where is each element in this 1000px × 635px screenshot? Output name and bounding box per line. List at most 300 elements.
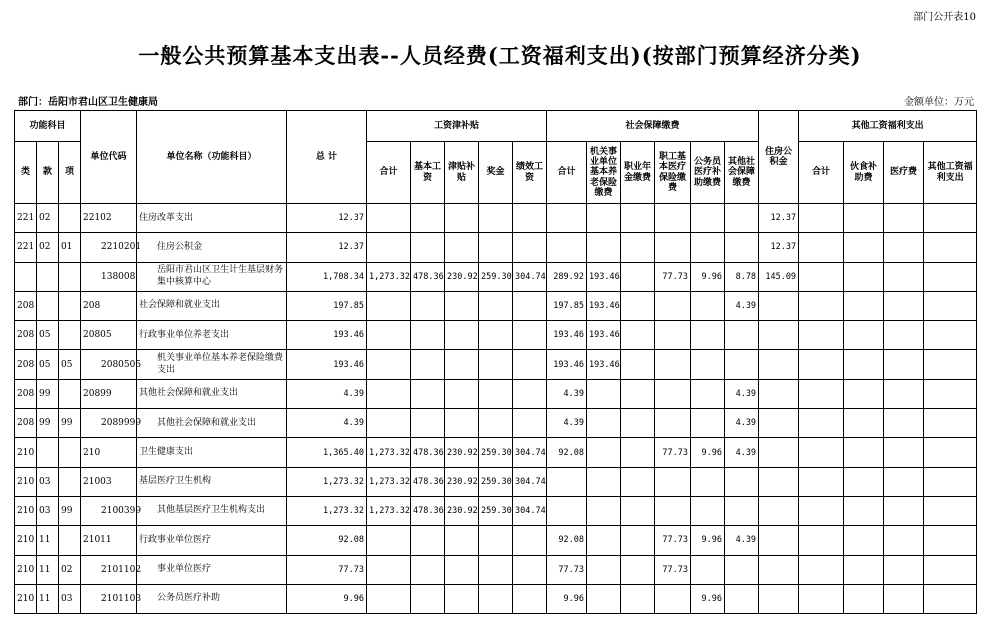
cell-housing-fund: 12.37: [759, 204, 799, 233]
cell-other-welfare: [924, 262, 977, 291]
cell-other-welfare: [924, 555, 977, 584]
cell-social-civil-medical: 9.96: [691, 584, 725, 613]
cell-social-sum: [547, 204, 587, 233]
cell-other-meal: [844, 379, 884, 408]
cell-social-other: 8.78: [725, 262, 759, 291]
header-unit-code: 单位代码: [81, 111, 137, 204]
cell-other-sum: [799, 467, 844, 496]
cell-other-sum: [799, 409, 844, 438]
cell-wage-sum: 1,273.32: [367, 438, 411, 467]
cell-social-sum: 289.92: [547, 262, 587, 291]
cell-wage-sum: 1,273.32: [367, 467, 411, 496]
cell-total: 77.73: [287, 555, 367, 584]
cell-total: 193.46: [287, 350, 367, 379]
cell-unit-name: 其他社会保障和就业支出: [137, 409, 287, 438]
cell-unit-code: 2100399: [81, 496, 137, 525]
cell-social-medical: [655, 467, 691, 496]
cell-lei: 208: [15, 409, 37, 438]
cell-wage-bonus: [479, 204, 513, 233]
cell-wage-bonus: [479, 350, 513, 379]
cell-social-other: 4.39: [725, 438, 759, 467]
cell-wage-basic: 478.36: [411, 496, 445, 525]
cell-other-welfare: [924, 438, 977, 467]
cell-wage-allowance: 230.92: [445, 467, 479, 496]
cell-wage-allowance: [445, 409, 479, 438]
cell-wage-basic: 478.36: [411, 438, 445, 467]
cell-social-sum: 92.08: [547, 526, 587, 555]
cell-total: 1,273.32: [287, 496, 367, 525]
cell-social-annuity: [621, 291, 655, 320]
header-wage-basic: 基本工资: [411, 142, 445, 204]
cell-wage-sum: [367, 291, 411, 320]
cell-wage-allowance: [445, 379, 479, 408]
cell-social-civil-medical: 9.96: [691, 438, 725, 467]
header-other-medical: 医疗费: [884, 142, 924, 204]
cell-social-annuity: [621, 233, 655, 262]
cell-wage-allowance: 230.92: [445, 438, 479, 467]
header-lei: 类: [15, 142, 37, 204]
cell-wage-sum: [367, 321, 411, 350]
cell-wage-basic: [411, 321, 445, 350]
cell-social-sum: 193.46: [547, 321, 587, 350]
cell-wage-sum: [367, 204, 411, 233]
table-row: [15, 555, 977, 584]
cell-wage-sum: [367, 350, 411, 379]
cell-wage-allowance: [445, 233, 479, 262]
cell-social-pension: [587, 438, 621, 467]
cell-social-medical: [655, 321, 691, 350]
header-social-civil-medical: 公务员医疗补助缴费: [691, 142, 725, 204]
cell-wage-allowance: [445, 584, 479, 613]
header-social-medical: 职工基本医疗保险缴费: [655, 142, 691, 204]
header-social-sum: 合计: [547, 142, 587, 204]
cell-other-meal: [844, 409, 884, 438]
cell-kuan: 99: [37, 379, 59, 408]
cell-wage-performance: [513, 526, 547, 555]
cell-wage-bonus: [479, 584, 513, 613]
cell-xiang: [59, 291, 81, 320]
cell-social-medical: [655, 496, 691, 525]
cell-other-medical: [884, 350, 924, 379]
cell-unit-code: 22102: [81, 204, 137, 233]
cell-other-welfare: [924, 291, 977, 320]
header-housing-fund: 住房公积金: [759, 111, 799, 204]
cell-other-meal: [844, 467, 884, 496]
cell-social-pension: 193.46: [587, 262, 621, 291]
cell-wage-sum: [367, 555, 411, 584]
cell-other-meal: [844, 321, 884, 350]
cell-social-civil-medical: 9.96: [691, 262, 725, 291]
cell-social-other: [725, 584, 759, 613]
cell-wage-basic: [411, 204, 445, 233]
header-other-sum: 合计: [799, 142, 844, 204]
cell-social-civil-medical: [691, 233, 725, 262]
cell-other-meal: [844, 204, 884, 233]
header-total: 总 计: [287, 111, 367, 204]
cell-wage-basic: [411, 291, 445, 320]
cell-social-other: 4.39: [725, 379, 759, 408]
cell-social-annuity: [621, 204, 655, 233]
cell-social-other: [725, 321, 759, 350]
cell-total: 12.37: [287, 233, 367, 262]
cell-wage-bonus: [479, 409, 513, 438]
cell-housing-fund: [759, 409, 799, 438]
cell-xiang: [59, 321, 81, 350]
header-wage-performance: 绩效工资: [513, 142, 547, 204]
cell-social-medical: 77.73: [655, 262, 691, 291]
cell-wage-allowance: [445, 321, 479, 350]
cell-other-welfare: [924, 409, 977, 438]
cell-kuan: 02: [37, 233, 59, 262]
cell-social-other: [725, 496, 759, 525]
cell-other-sum: [799, 233, 844, 262]
cell-lei: 208: [15, 321, 37, 350]
cell-wage-allowance: [445, 350, 479, 379]
header-kuan: 款: [37, 142, 59, 204]
cell-total: 1,273.32: [287, 467, 367, 496]
cell-wage-bonus: [479, 379, 513, 408]
cell-housing-fund: [759, 526, 799, 555]
cell-housing-fund: [759, 291, 799, 320]
cell-housing-fund: [759, 438, 799, 467]
cell-other-medical: [884, 262, 924, 291]
cell-housing-fund: [759, 350, 799, 379]
cell-wage-performance: [513, 350, 547, 379]
cell-other-welfare: [924, 350, 977, 379]
cell-social-pension: [587, 467, 621, 496]
cell-wage-bonus: [479, 233, 513, 262]
cell-social-sum: 4.39: [547, 379, 587, 408]
department-label: 部门：岳阳市君山区卫生健康局: [18, 97, 158, 108]
cell-xiang: 05: [59, 350, 81, 379]
cell-lei: 210: [15, 496, 37, 525]
table-row: [15, 262, 977, 291]
cell-wage-performance: 304.74: [513, 496, 547, 525]
header-wage-allowance: 津贴补贴: [445, 142, 479, 204]
cell-other-sum: [799, 204, 844, 233]
cell-lei: [15, 262, 37, 291]
cell-other-meal: [844, 555, 884, 584]
cell-other-sum: [799, 555, 844, 584]
cell-lei: 210: [15, 438, 37, 467]
cell-total: 92.08: [287, 526, 367, 555]
cell-total: 193.46: [287, 321, 367, 350]
cell-wage-bonus: 259.30: [479, 496, 513, 525]
cell-social-annuity: [621, 438, 655, 467]
cell-wage-performance: [513, 555, 547, 584]
cell-wage-basic: [411, 409, 445, 438]
table-row: [15, 204, 977, 233]
table-body: [15, 204, 977, 614]
cell-kuan: 03: [37, 496, 59, 525]
cell-xiang: [59, 438, 81, 467]
table-row: [15, 379, 977, 408]
cell-social-other: [725, 204, 759, 233]
cell-wage-bonus: 259.30: [479, 467, 513, 496]
cell-lei: 208: [15, 379, 37, 408]
cell-other-medical: [884, 438, 924, 467]
cell-housing-fund: [759, 584, 799, 613]
header-other-group: 其他工资福利支出: [799, 111, 977, 142]
table-row: [15, 467, 977, 496]
cell-housing-fund: [759, 496, 799, 525]
cell-kuan: [37, 438, 59, 467]
cell-wage-performance: [513, 584, 547, 613]
cell-housing-fund: [759, 467, 799, 496]
cell-other-medical: [884, 233, 924, 262]
cell-social-other: [725, 555, 759, 584]
cell-unit-name: 机关事业单位基本养老保险缴费支出: [137, 350, 287, 379]
cell-lei: 208: [15, 350, 37, 379]
cell-other-sum: [799, 379, 844, 408]
cell-unit-code: 2089999: [81, 409, 137, 438]
cell-wage-sum: [367, 584, 411, 613]
cell-wage-bonus: [479, 321, 513, 350]
cell-other-meal: [844, 262, 884, 291]
table-row: [15, 584, 977, 613]
header-wage-sum: 合计: [367, 142, 411, 204]
cell-lei: 208: [15, 291, 37, 320]
cell-social-sum: [547, 496, 587, 525]
cell-kuan: 05: [37, 321, 59, 350]
cell-unit-code: 138008: [81, 262, 137, 291]
cell-wage-allowance: [445, 204, 479, 233]
cell-kuan: 02: [37, 204, 59, 233]
cell-other-welfare: [924, 233, 977, 262]
cell-housing-fund: 12.37: [759, 233, 799, 262]
cell-wage-basic: [411, 584, 445, 613]
cell-unit-name: 基层医疗卫生机构: [137, 467, 287, 496]
cell-social-sum: 193.46: [547, 350, 587, 379]
cell-lei: 210: [15, 584, 37, 613]
cell-social-sum: 4.39: [547, 409, 587, 438]
cell-social-civil-medical: [691, 555, 725, 584]
cell-social-sum: 197.85: [547, 291, 587, 320]
cell-social-medical: [655, 584, 691, 613]
table-row: [15, 496, 977, 525]
cell-social-pension: 193.46: [587, 291, 621, 320]
cell-unit-code: 21011: [81, 526, 137, 555]
cell-unit-code: 210: [81, 438, 137, 467]
cell-social-annuity: [621, 262, 655, 291]
cell-social-sum: [547, 467, 587, 496]
cell-wage-basic: [411, 526, 445, 555]
cell-other-medical: [884, 291, 924, 320]
cell-other-meal: [844, 438, 884, 467]
cell-wage-basic: [411, 350, 445, 379]
cell-social-annuity: [621, 555, 655, 584]
cell-xiang: [59, 379, 81, 408]
cell-other-sum: [799, 350, 844, 379]
cell-wage-bonus: [479, 526, 513, 555]
cell-other-meal: [844, 350, 884, 379]
cell-wage-allowance: 230.92: [445, 262, 479, 291]
cell-other-welfare: [924, 467, 977, 496]
page-title: 一般公共预算基本支出表--人员经费(工资福利支出)(按部门预算经济分类): [138, 43, 862, 68]
cell-xiang: [59, 467, 81, 496]
cell-social-pension: [587, 204, 621, 233]
cell-unit-code: 20805: [81, 321, 137, 350]
cell-housing-fund: 145.09: [759, 262, 799, 291]
cell-wage-performance: 304.74: [513, 262, 547, 291]
cell-lei: 221: [15, 233, 37, 262]
cell-other-sum: [799, 291, 844, 320]
cell-kuan: 03: [37, 467, 59, 496]
cell-kuan: 11: [37, 555, 59, 584]
table-row: [15, 321, 977, 350]
cell-kuan: [37, 291, 59, 320]
cell-unit-code: 2210201: [81, 233, 137, 262]
cell-social-civil-medical: [691, 291, 725, 320]
cell-social-civil-medical: [691, 409, 725, 438]
cell-other-welfare: [924, 526, 977, 555]
cell-social-annuity: [621, 409, 655, 438]
cell-social-sum: 77.73: [547, 555, 587, 584]
cell-other-medical: [884, 526, 924, 555]
cell-unit-code: 2080505: [81, 350, 137, 379]
header-wage-bonus: 奖金: [479, 142, 513, 204]
cell-social-other: [725, 350, 759, 379]
cell-total: 1,708.34: [287, 262, 367, 291]
amount-unit-label: 金额单位：万元: [904, 97, 974, 108]
cell-xiang: [59, 262, 81, 291]
cell-other-welfare: [924, 204, 977, 233]
cell-social-pension: [587, 555, 621, 584]
cell-xiang: [59, 526, 81, 555]
cell-social-medical: [655, 291, 691, 320]
header-social-other: 其他社会保障缴费: [725, 142, 759, 204]
cell-total: 12.37: [287, 204, 367, 233]
cell-unit-name: 行政事业单位医疗: [137, 526, 287, 555]
cell-social-pension: [587, 584, 621, 613]
cell-other-welfare: [924, 321, 977, 350]
cell-social-civil-medical: 9.96: [691, 526, 725, 555]
table-number: 部门公开表10: [913, 12, 976, 23]
cell-social-other: 4.39: [725, 409, 759, 438]
cell-unit-code: 2101102: [81, 555, 137, 584]
cell-housing-fund: [759, 321, 799, 350]
cell-social-pension: 193.46: [587, 350, 621, 379]
cell-other-sum: [799, 526, 844, 555]
header-social-pension: 机关事业单位基本养老保险缴费: [587, 142, 621, 204]
cell-social-annuity: [621, 321, 655, 350]
cell-social-pension: 193.46: [587, 321, 621, 350]
table-row: [15, 350, 977, 379]
cell-xiang: 99: [59, 496, 81, 525]
cell-wage-performance: 304.74: [513, 438, 547, 467]
cell-wage-bonus: [479, 555, 513, 584]
cell-wage-basic: 478.36: [411, 467, 445, 496]
header-social-annuity: 职业年金缴费: [621, 142, 655, 204]
cell-social-sum: 9.96: [547, 584, 587, 613]
cell-lei: 210: [15, 526, 37, 555]
cell-wage-sum: 1,273.32: [367, 262, 411, 291]
cell-total: 4.39: [287, 379, 367, 408]
cell-social-pension: [587, 526, 621, 555]
cell-wage-performance: [513, 291, 547, 320]
budget-table: [14, 110, 977, 614]
cell-wage-sum: [367, 379, 411, 408]
cell-other-sum: [799, 321, 844, 350]
cell-other-medical: [884, 379, 924, 408]
cell-other-meal: [844, 584, 884, 613]
cell-other-meal: [844, 233, 884, 262]
cell-social-annuity: [621, 467, 655, 496]
header-social-group: 社会保障缴费: [547, 111, 759, 142]
cell-other-welfare: [924, 379, 977, 408]
table-row: [15, 233, 977, 262]
cell-social-medical: [655, 350, 691, 379]
cell-other-medical: [884, 584, 924, 613]
cell-social-annuity: [621, 350, 655, 379]
cell-other-sum: [799, 438, 844, 467]
cell-other-medical: [884, 467, 924, 496]
cell-xiang: [59, 204, 81, 233]
cell-social-pension: [587, 379, 621, 408]
cell-wage-allowance: [445, 291, 479, 320]
header-unit-name: 单位名称（功能科目）: [137, 111, 287, 204]
cell-wage-sum: [367, 526, 411, 555]
cell-wage-basic: [411, 555, 445, 584]
cell-social-other: [725, 467, 759, 496]
cell-kuan: [37, 262, 59, 291]
cell-social-medical: [655, 233, 691, 262]
cell-other-welfare: [924, 584, 977, 613]
cell-social-other: 4.39: [725, 291, 759, 320]
cell-social-sum: 92.08: [547, 438, 587, 467]
cell-social-medical: [655, 204, 691, 233]
cell-wage-sum: [367, 233, 411, 262]
cell-kuan: 11: [37, 526, 59, 555]
cell-social-medical: 77.73: [655, 555, 691, 584]
cell-social-annuity: [621, 526, 655, 555]
cell-unit-name: 卫生健康支出: [137, 438, 287, 467]
cell-social-medical: [655, 379, 691, 408]
cell-social-other: [725, 233, 759, 262]
cell-xiang: 01: [59, 233, 81, 262]
cell-wage-sum: 1,273.32: [367, 496, 411, 525]
cell-housing-fund: [759, 555, 799, 584]
cell-social-medical: [655, 409, 691, 438]
cell-housing-fund: [759, 379, 799, 408]
cell-lei: 221: [15, 204, 37, 233]
cell-unit-name: 住房改革支出: [137, 204, 287, 233]
cell-other-sum: [799, 496, 844, 525]
cell-social-civil-medical: [691, 467, 725, 496]
cell-other-sum: [799, 262, 844, 291]
cell-lei: 210: [15, 555, 37, 584]
cell-unit-code: 2101103: [81, 584, 137, 613]
cell-unit-code: 21003: [81, 467, 137, 496]
cell-xiang: 02: [59, 555, 81, 584]
cell-wage-basic: [411, 233, 445, 262]
cell-xiang: 99: [59, 409, 81, 438]
cell-xiang: 03: [59, 584, 81, 613]
cell-wage-basic: [411, 379, 445, 408]
cell-wage-performance: [513, 233, 547, 262]
cell-social-pension: [587, 496, 621, 525]
cell-social-annuity: [621, 496, 655, 525]
cell-unit-name: 行政事业单位养老支出: [137, 321, 287, 350]
cell-other-medical: [884, 496, 924, 525]
header-wage-group: 工资津补贴: [367, 111, 547, 142]
cell-unit-code: 20899: [81, 379, 137, 408]
cell-unit-name: 住房公积金: [137, 233, 287, 262]
cell-social-civil-medical: [691, 379, 725, 408]
cell-wage-performance: [513, 204, 547, 233]
cell-wage-bonus: 259.30: [479, 262, 513, 291]
cell-social-other: 4.39: [725, 526, 759, 555]
